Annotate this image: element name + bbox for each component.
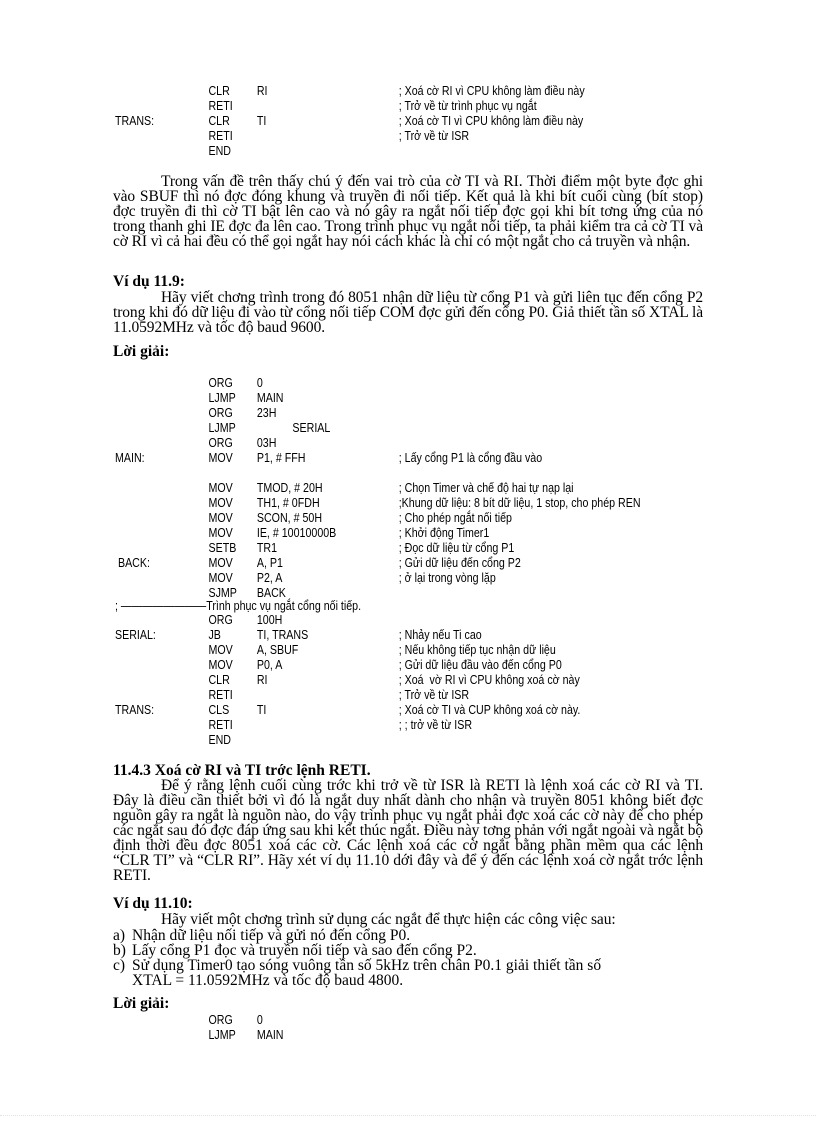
code-opcode: MOV bbox=[208, 555, 233, 570]
code-opcode: RETI bbox=[208, 98, 233, 113]
list-marker: a) bbox=[113, 927, 126, 944]
list-item bbox=[113, 943, 703, 958]
code-comment: ; Trở về từ ISR bbox=[398, 128, 470, 143]
list-item bbox=[113, 958, 703, 973]
code-opcode: ORG bbox=[208, 1012, 233, 1027]
code-opcode: LJMP bbox=[208, 1027, 236, 1042]
code-label: MAIN: bbox=[115, 450, 145, 465]
code-operand: P2, A bbox=[256, 570, 283, 585]
code-comment: ; Xoá cờ RI vì CPU không làm điều này bbox=[398, 83, 585, 98]
code-comment: ; Nhảy nếu Ti cao bbox=[398, 627, 482, 642]
code-operand: MAIN bbox=[256, 1027, 284, 1042]
code-comment: ; Nếu không tiếp tục nhận dữ liệu bbox=[398, 642, 556, 657]
code-opcode: END bbox=[208, 143, 231, 158]
code-opcode: CLS bbox=[208, 702, 230, 717]
code-operand: A, P1 bbox=[256, 555, 283, 570]
code-opcode: ORG bbox=[208, 405, 233, 420]
code-opcode: MOV bbox=[208, 642, 233, 657]
code-comment: ; Lấy cổng P1 là cổng đầu vào bbox=[398, 450, 543, 465]
list-marker: c) bbox=[113, 957, 126, 974]
example-11-10-list bbox=[113, 928, 703, 988]
code-comment: ; Đọc dữ liệu từ cổng P1 bbox=[398, 540, 515, 555]
code-opcode: RETI bbox=[208, 717, 233, 732]
list-item-continuation: XTAL = 11.0592MHz và tốc độ baud 4800. bbox=[132, 972, 404, 989]
code-opcode: RETI bbox=[208, 128, 233, 143]
code-opcode: MOV bbox=[208, 495, 233, 510]
code-comment: ; Trở về từ trình phục vụ ngắt bbox=[398, 98, 537, 113]
code-opcode: LJMP bbox=[208, 420, 236, 435]
code-comment: ; Chọn Timer và chế độ hai tự nạp lại bbox=[398, 480, 574, 495]
code-operand: 0 bbox=[256, 375, 263, 390]
code-separator-comment: ; ————————Trình phục vụ ngắt cổng nối tiếp. bbox=[115, 598, 362, 613]
code-operand: SERIAL bbox=[256, 420, 331, 435]
code-opcode: SETB bbox=[208, 540, 237, 555]
code-opcode: SJMP bbox=[208, 585, 237, 600]
code-operand: 100H bbox=[256, 612, 283, 627]
code-operand: TI bbox=[256, 113, 267, 128]
code-operand: RI bbox=[256, 672, 268, 687]
code-operand: BACK bbox=[256, 585, 286, 600]
code-operand: TI bbox=[256, 702, 267, 717]
code-operand: IE, # 10010000B bbox=[256, 525, 337, 540]
list-text: Lấy cổng P1 đọc và truyền nối tiếp và sao đến cổng P2. bbox=[132, 942, 477, 959]
list-text: Sử dụng Timer0 tạo sóng vuông tần số 5kHz trên chân P0.1 giải thiết tần số bbox=[132, 957, 602, 974]
code-operand: TH1, # 0FDH bbox=[256, 495, 320, 510]
code-operand: A, SBUF bbox=[256, 642, 299, 657]
code-operand: MAIN bbox=[256, 390, 284, 405]
example-11-10-text: Hãy viết một chơng trình sử dụng các ngắt để thực hiện các công việc sau: bbox=[161, 911, 616, 928]
code-operand: SCON, # 50H bbox=[256, 510, 323, 525]
code-opcode: MOV bbox=[208, 480, 233, 495]
section-11-4-3-title: 11.4.3 Xoá cờ RI và TI trớc lệnh RETI. bbox=[113, 762, 371, 779]
code-comment: ; Xoá cờ TI và CUP không xoá cờ này. bbox=[398, 702, 581, 717]
code-comment: ; ở lại trong vòng lặp bbox=[398, 570, 496, 585]
code-comment: ; Trở về từ ISR bbox=[398, 687, 470, 702]
solution-title-2: Lời giải: bbox=[113, 995, 170, 1012]
code-operand: TI, TRANS bbox=[256, 627, 309, 642]
paragraph-clear-flags: Để ý rằng lệnh cuối cùng trớc khi trở về từ ISR là RETI là lệnh xoá các cờ RI và TI. Đây là điều cần thiết bởi vì đó là ngắt duy nhất dành cho nhận và truyền 8051 không biết đợc nguồn gây ra ngắt là nguồn nào, do vậy trình phục vụ ngắt phải đợc xoá các cờ này để cho phép các ngắt sau đó đợc đáp ứng sau khi kết thúc ngắt. Điều này tơng phản với ngắt ngoài và ngắt bộ định thời đều đợc 8051 xoá các cờ. Các lệnh xoá các cờ ngắt bằng phần mềm qua các lệnh “CLR TI” và “CLR RI”. Hãy xét ví dụ 11.10 dới đây và để ý đến các lệnh xoá cờ ngắt trớc lệnh RETI. bbox=[113, 777, 703, 884]
code-comment: ; Gửi dữ liệu đến cổng P2 bbox=[398, 555, 521, 570]
code-label: BACK: bbox=[115, 555, 150, 570]
code-opcode: CLR bbox=[208, 83, 230, 98]
code-operand: P1, # FFH bbox=[256, 450, 306, 465]
paragraph-serial-flags: Trong vấn đề trên thấy chú ý đến vai trò của cờ TI và RI. Thời điểm một byte đợc ghi vào SBUF thì nó đợc đóng khung và truyền đi nối tiếp. Kết quả là khi bít cuối cùng (bít stop) đợc truyền đi thì cờ TI bật lên cao và nó gây ra ngắt nối tiếp đợc gọi khi bít tơng ứng của nó trong thanh ghi IE đợc đa lên cao. Trong trình phục vụ ngắt nối tiếp, ta phải kiểm tra cả cờ TI và cờ RI vì cả hai đều có thể gọi ngắt hay nói cách khác là chỉ có một ngắt cho cả truyền và nhận. bbox=[113, 173, 703, 250]
code-opcode: MOV bbox=[208, 450, 233, 465]
code-comment: ; Khởi động Timer1 bbox=[398, 525, 490, 540]
code-opcode: CLR bbox=[208, 672, 230, 687]
example-11-10-title: Ví dụ 11.10: bbox=[113, 895, 193, 912]
code-opcode: END bbox=[208, 732, 231, 747]
code-comment: ; Cho phép ngắt nối tiếp bbox=[398, 510, 512, 525]
code-operand: TR1 bbox=[256, 540, 278, 555]
code-opcode: MOV bbox=[208, 510, 233, 525]
code-operand: 23H bbox=[256, 405, 277, 420]
code-opcode: MOV bbox=[208, 525, 233, 540]
code-comment: ; Xoá vờ RI vì CPU không xoá cờ này bbox=[398, 672, 580, 687]
code-opcode: RETI bbox=[208, 687, 233, 702]
solution-title-1: Lời giải: bbox=[113, 343, 170, 360]
code-operand: RI bbox=[256, 83, 268, 98]
example-11-9-text: Hãy viết chơng trình trong đó 8051 nhận dữ liệu từ cổng P1 và gửi liên tục đến cổng P2 trong khi đó dữ liệu đi vào từ cổng nối tiếp COM đợc gửi đến cổng P0. Giả thiết tần số XTAL là 11.0592MHz và tốc độ baud 9600. bbox=[113, 289, 703, 336]
code-comment: ; Gửi dữ liệu đầu vào đến cổng P0 bbox=[398, 657, 562, 672]
code-comment: ; ; trở về từ ISR bbox=[398, 717, 473, 732]
code-operand: 0 bbox=[256, 1012, 263, 1027]
example-11-9-title: Ví dụ 11.9: bbox=[113, 273, 185, 290]
code-opcode: MOV bbox=[208, 657, 233, 672]
code-label: SERIAL: bbox=[115, 627, 156, 642]
code-opcode: LJMP bbox=[208, 390, 236, 405]
code-opcode: ORG bbox=[208, 375, 233, 390]
code-opcode: JB bbox=[208, 627, 221, 642]
code-opcode: ORG bbox=[208, 612, 233, 627]
code-opcode: MOV bbox=[208, 570, 233, 585]
list-text: Nhận dữ liệu nối tiếp và gửi nó đến cổng P0. bbox=[132, 927, 411, 944]
list-item bbox=[113, 928, 703, 943]
code-comment: ;Khung dữ liệu: 8 bít dữ liệu, 1 stop, cho phép REN bbox=[398, 495, 641, 510]
code-comment: ; Xoá cờ TI vì CPU không làm điều này bbox=[398, 113, 584, 128]
page-bottom-divider bbox=[0, 1115, 816, 1116]
code-label: TRANS: bbox=[115, 113, 155, 128]
code-operand: 03H bbox=[256, 435, 277, 450]
code-opcode: ORG bbox=[208, 435, 233, 450]
code-operand: P0, A bbox=[256, 657, 283, 672]
code-opcode: CLR bbox=[208, 113, 230, 128]
code-operand: TMOD, # 20H bbox=[256, 480, 323, 495]
code-label: TRANS: bbox=[115, 702, 155, 717]
list-marker: b) bbox=[113, 942, 126, 959]
